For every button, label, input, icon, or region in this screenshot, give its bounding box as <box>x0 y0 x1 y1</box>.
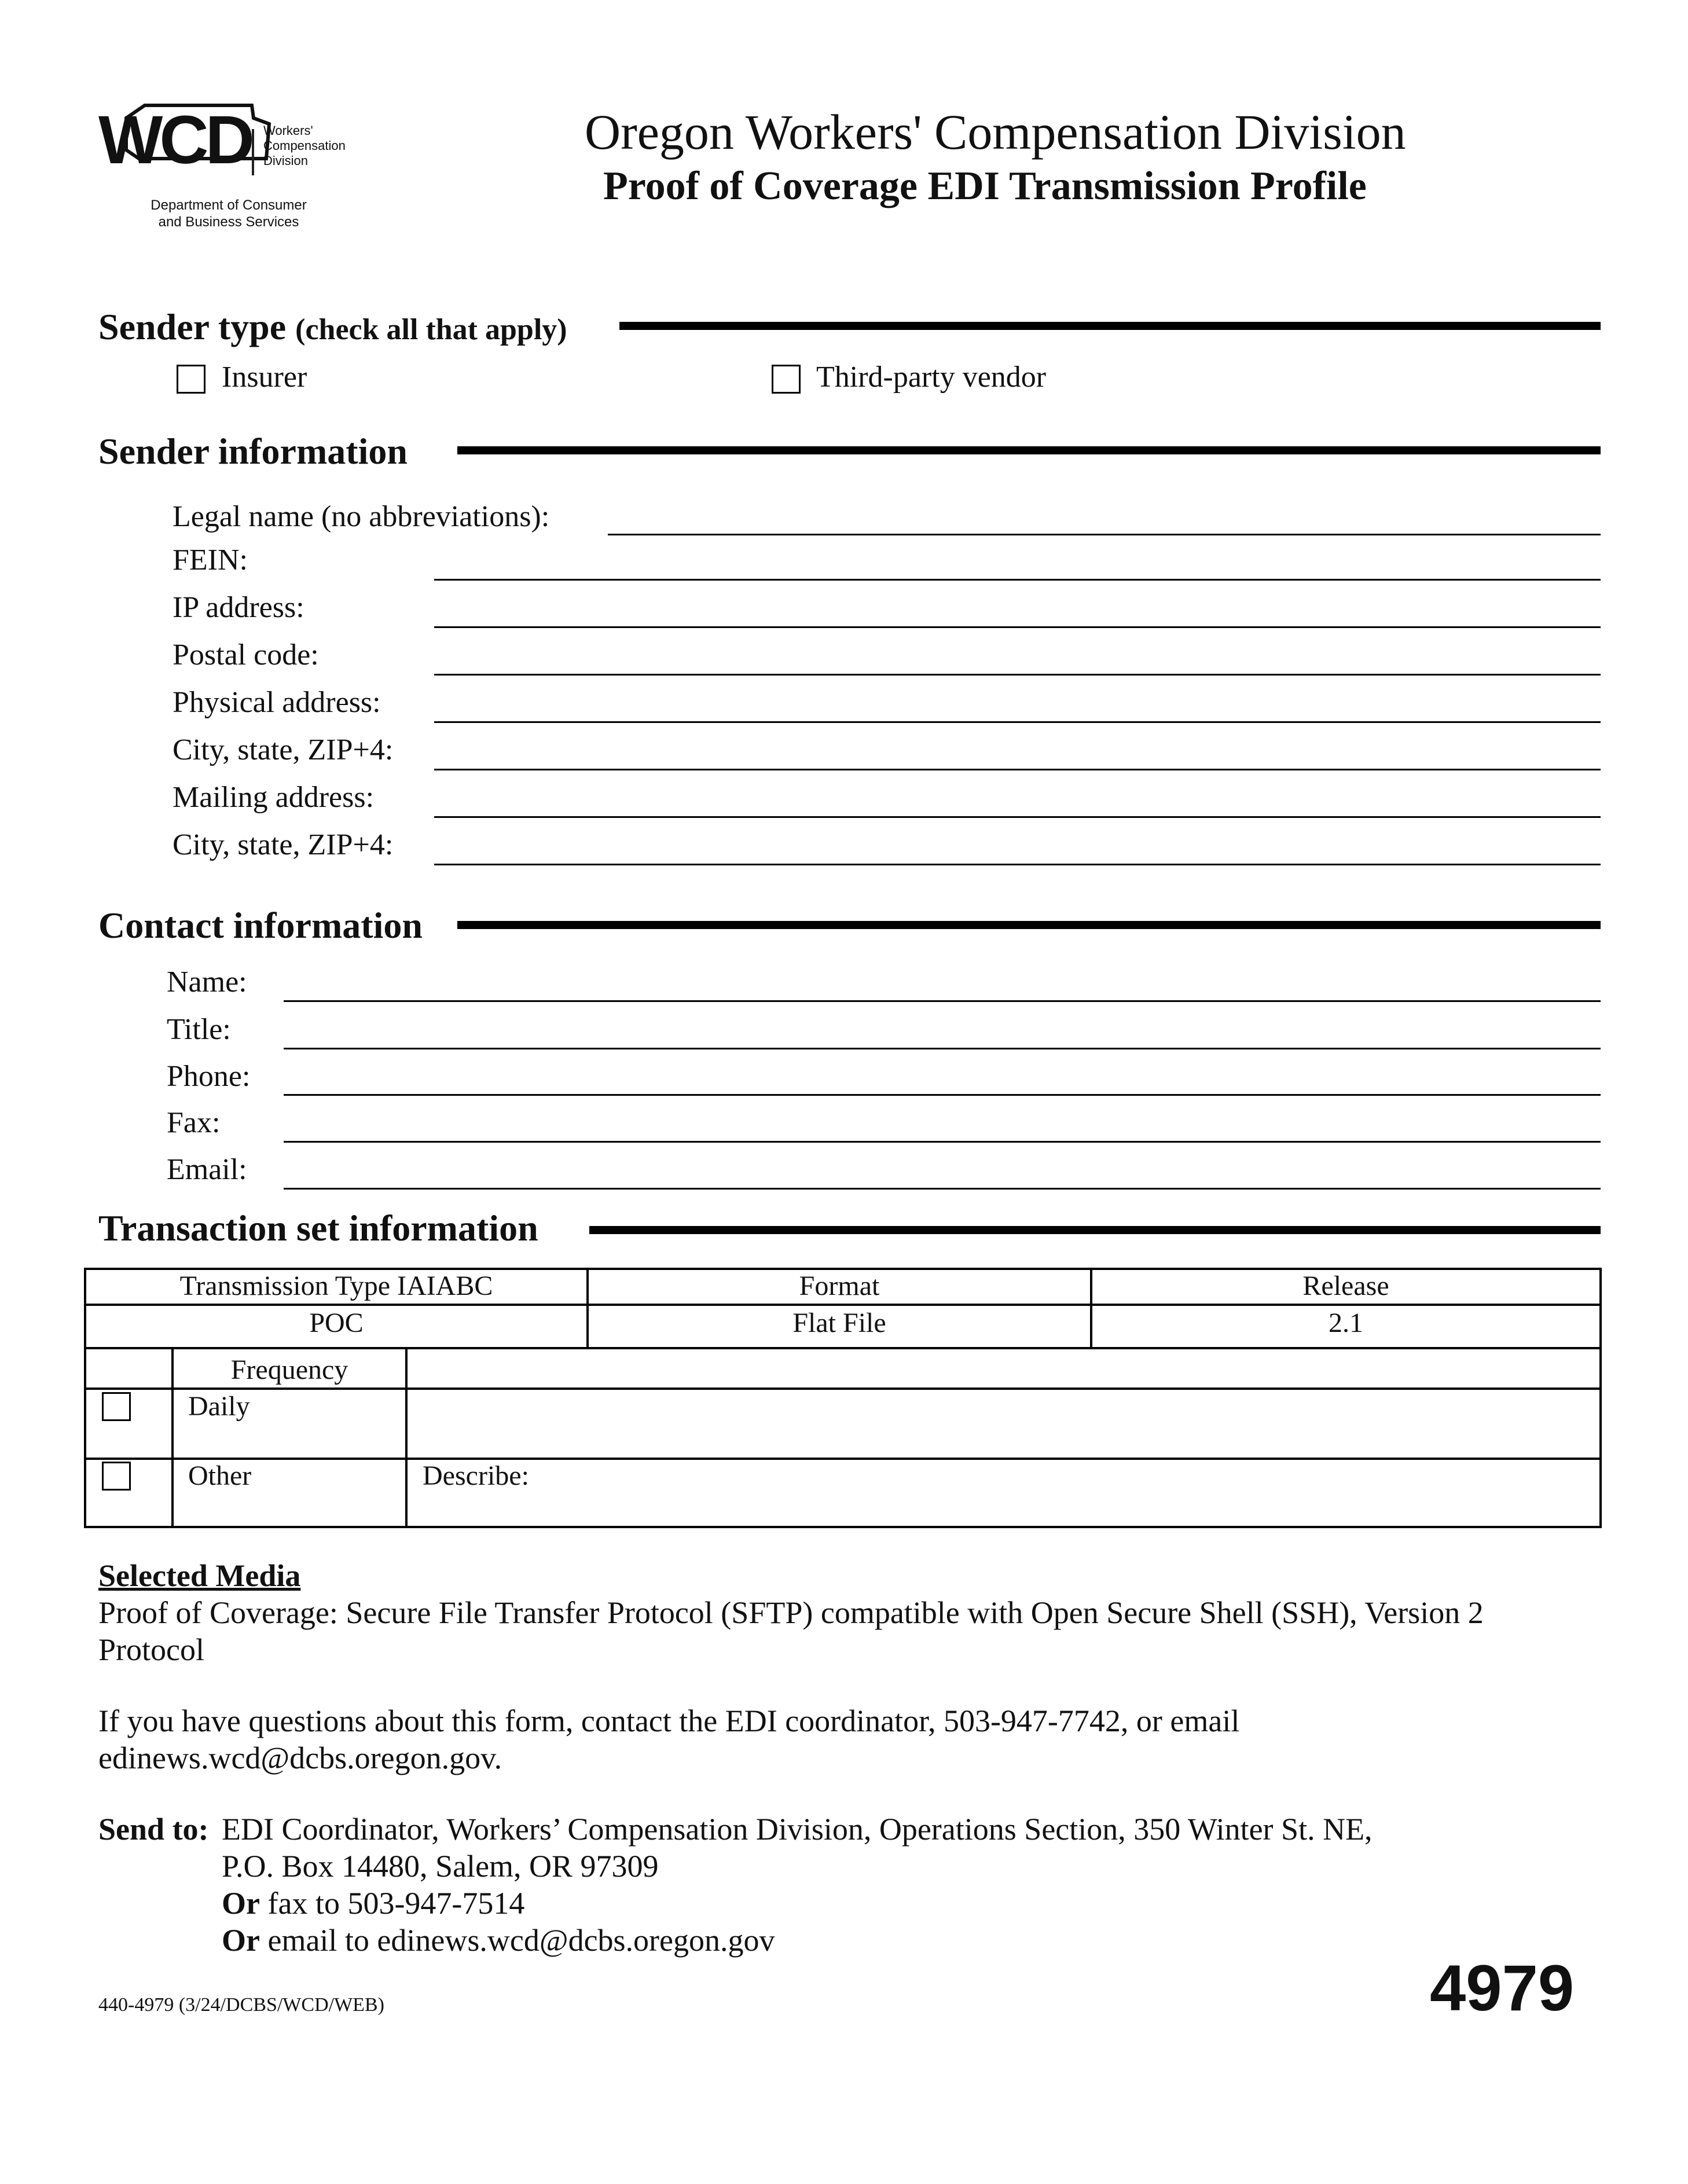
postal-code-field[interactable] <box>434 674 1601 676</box>
postal-code-label: Postal code: <box>173 638 319 671</box>
mailing-address-field[interactable] <box>434 816 1601 818</box>
mailing-address-label: Mailing address: <box>173 781 375 814</box>
table-rule <box>84 1388 1602 1390</box>
wcd-logo <box>98 97 370 236</box>
logo-dept-1: Department of Consumer <box>151 197 307 213</box>
col-transmission-type: Transmission Type IAIABC <box>179 1271 493 1301</box>
insurer-checkbox[interactable] <box>177 365 206 394</box>
logo-divider <box>252 129 254 175</box>
questions-text-2: edinews.wcd@dcbs.oregon.gov. <box>98 1741 502 1775</box>
describe-field[interactable] <box>579 1460 1592 1524</box>
physical-city-state-zip-field[interactable] <box>434 769 1601 770</box>
table-rule <box>84 1347 1602 1349</box>
logo-line-2: Compensation <box>263 138 346 153</box>
contact-email-label: Email: <box>167 1153 247 1186</box>
col-release: Release <box>1302 1271 1389 1301</box>
value-transmission-type: POC <box>309 1308 364 1338</box>
transaction-heading: Transaction set information <box>98 1207 538 1249</box>
ip-address-label: IP address: <box>173 591 304 624</box>
fax-text: fax to 503-947-7514 <box>267 1886 525 1921</box>
form-number: 440-4979 (3/24/DCBS/WCD/WEB) <box>98 1994 384 2016</box>
contact-title-label: Title: <box>167 1013 231 1046</box>
email-text: email to edinews.wcd@dcbs.oregon.gov <box>267 1923 775 1958</box>
contact-name-field[interactable] <box>284 1000 1601 1002</box>
third-party-vendor-checkbox[interactable] <box>772 365 801 394</box>
ip-address-field[interactable] <box>434 626 1601 628</box>
value-release: 2.1 <box>1329 1308 1363 1338</box>
value-format: Flat File <box>792 1308 886 1338</box>
logo-line-1: Workers' <box>263 123 313 138</box>
or-label: Or <box>222 1923 260 1958</box>
page-title: Oregon Workers' Compensation Division <box>585 104 1406 160</box>
section-rule <box>589 1226 1601 1234</box>
contact-email-field[interactable] <box>284 1188 1601 1190</box>
describe-label: Describe: <box>423 1460 529 1491</box>
contact-info-heading: Contact information <box>98 905 423 946</box>
physical-city-state-zip-label: City, state, ZIP+4: <box>173 733 394 766</box>
questions-text-1: If you have questions about this form, contact the EDI coordinator, 503-947-7742, or email <box>98 1704 1240 1738</box>
sender-type-heading-text: Sender type <box>98 306 287 347</box>
third-party-vendor-label: Third-party vendor <box>816 361 1047 394</box>
daily-label: Daily <box>188 1391 250 1422</box>
sender-type-heading <box>98 306 567 348</box>
contact-phone-label: Phone: <box>167 1060 251 1093</box>
table-border-right <box>1599 1268 1602 1528</box>
table-border-bottom <box>84 1526 1602 1528</box>
daily-checkbox[interactable] <box>102 1392 131 1421</box>
table-rule <box>405 1347 408 1528</box>
contact-phone-field[interactable] <box>284 1094 1601 1096</box>
fein-field[interactable] <box>434 579 1601 581</box>
logo-line-3: Division <box>263 153 309 168</box>
send-to-line-1: EDI Coordinator, Workers’ Compensation Division, Operations Section, 350 Winter St. NE, <box>222 1812 1373 1847</box>
send-to-email <box>222 1922 775 1959</box>
legal-name-field[interactable] <box>608 534 1601 535</box>
selected-media-text-1: Proof of Coverage: Secure File Transfer Protocol (SFTP) compatible with Open Secure Shell (SSH), Version 2 <box>98 1595 1484 1630</box>
sender-type-subheading: (check all that apply) <box>295 313 567 346</box>
col-format: Format <box>799 1271 880 1301</box>
insurer-label: Insurer <box>222 361 307 394</box>
physical-address-field[interactable] <box>434 721 1601 723</box>
selected-media-heading: Selected Media <box>98 1558 301 1593</box>
mailing-city-state-zip-label: City, state, ZIP+4: <box>173 828 394 861</box>
table-rule <box>84 1304 1602 1306</box>
other-label: Other <box>188 1460 252 1491</box>
selected-media-text-2: Protocol <box>98 1632 204 1667</box>
section-rule <box>457 921 1601 929</box>
section-rule <box>619 322 1601 330</box>
mailing-city-state-zip-field[interactable] <box>434 864 1601 865</box>
send-to-fax <box>222 1885 524 1922</box>
contact-fax-label: Fax: <box>167 1106 221 1139</box>
send-to-label: Send to: <box>98 1812 209 1847</box>
physical-address-label: Physical address: <box>173 686 381 719</box>
logo-abbr: WCD <box>98 102 251 178</box>
sender-info-heading: Sender information <box>98 431 408 472</box>
section-rule <box>457 446 1601 454</box>
contact-name-label: Name: <box>167 966 247 999</box>
contact-fax-field[interactable] <box>284 1141 1601 1143</box>
logo-dept-2: and Business Services <box>158 214 299 230</box>
or-label: Or <box>222 1886 260 1921</box>
page-subtitle: Proof of Coverage EDI Transmission Profile <box>603 164 1367 208</box>
legal-name-label: Legal name (no abbreviations): <box>173 500 550 533</box>
fein-label: FEIN: <box>173 544 248 577</box>
frequency-label: Frequency <box>230 1355 348 1385</box>
send-to-line-2: P.O. Box 14480, Salem, OR 97309 <box>222 1849 659 1884</box>
form-big-number: 4979 <box>1430 1952 1575 2024</box>
contact-title-field[interactable] <box>284 1048 1601 1049</box>
other-checkbox[interactable] <box>102 1462 131 1491</box>
